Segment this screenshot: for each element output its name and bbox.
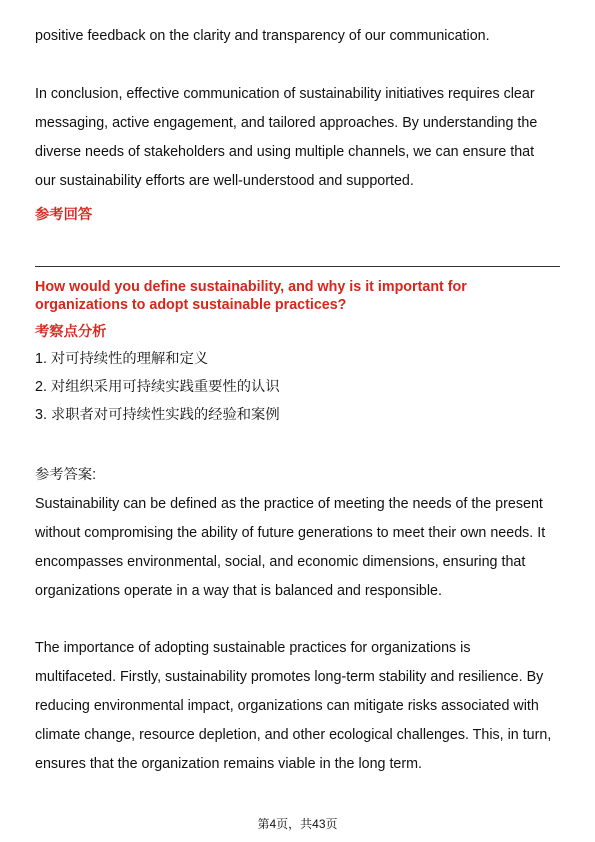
question-line: How would you define sustainability, and why is it important for [35,279,467,295]
answer-line: without compromising the ability of future generations to meet their own needs. It [35,525,546,541]
conclusion-line: messaging, active engagement, and tailored approaches. By understanding the [35,115,538,131]
answer-line: ensures that the organization remains viable in the long term. [35,756,423,772]
conclusion-line: In conclusion, effective communication of sustainability initiatives requires clear [35,86,535,102]
answer-line: Sustainability can be defined as the practice of meeting the needs of the present [35,496,543,512]
answer-line: climate change, resource depletion, and other ecological challenges. This, in turn, [35,727,552,743]
conclusion-line: diverse needs of stakeholders and using multiple channels, we can ensure that [35,144,535,160]
analysis-point: 1. 对可持续性的理解和定义 [35,351,209,367]
analysis-point: 3. 求职者对可持续性实践的经验和案例 [35,407,280,423]
answer-line: reducing environmental impact, organizations can mitigate risks associated with [35,698,539,714]
reference-answer-heading: 参考回答 [35,207,93,223]
answer-label: 参考答案: [35,467,97,483]
page-number-footer: 第4页，共43页 [257,817,338,831]
question-line: organizations to adopt sustainable practices? [35,297,347,313]
conclusion-line: our sustainability efforts are well-understood and supported. [35,173,414,189]
answer-line: The importance of adopting sustainable practices for organizations is [35,640,471,656]
analysis-point: 2. 对组织采用可持续实践重要性的认识 [35,379,280,395]
paragraph-line: positive feedback on the clarity and transparency of our communication. [35,28,490,44]
answer-line: multifaceted. Firstly, sustainability promotes long-term stability and resilience. By [35,669,544,685]
answer-line: organizations operate in a way that is balanced and responsible. [35,583,442,599]
section-divider [35,266,560,267]
answer-line: encompasses environmental, social, and economic dimensions, ensuring that [35,554,526,570]
analysis-heading: 考察点分析 [35,324,107,340]
